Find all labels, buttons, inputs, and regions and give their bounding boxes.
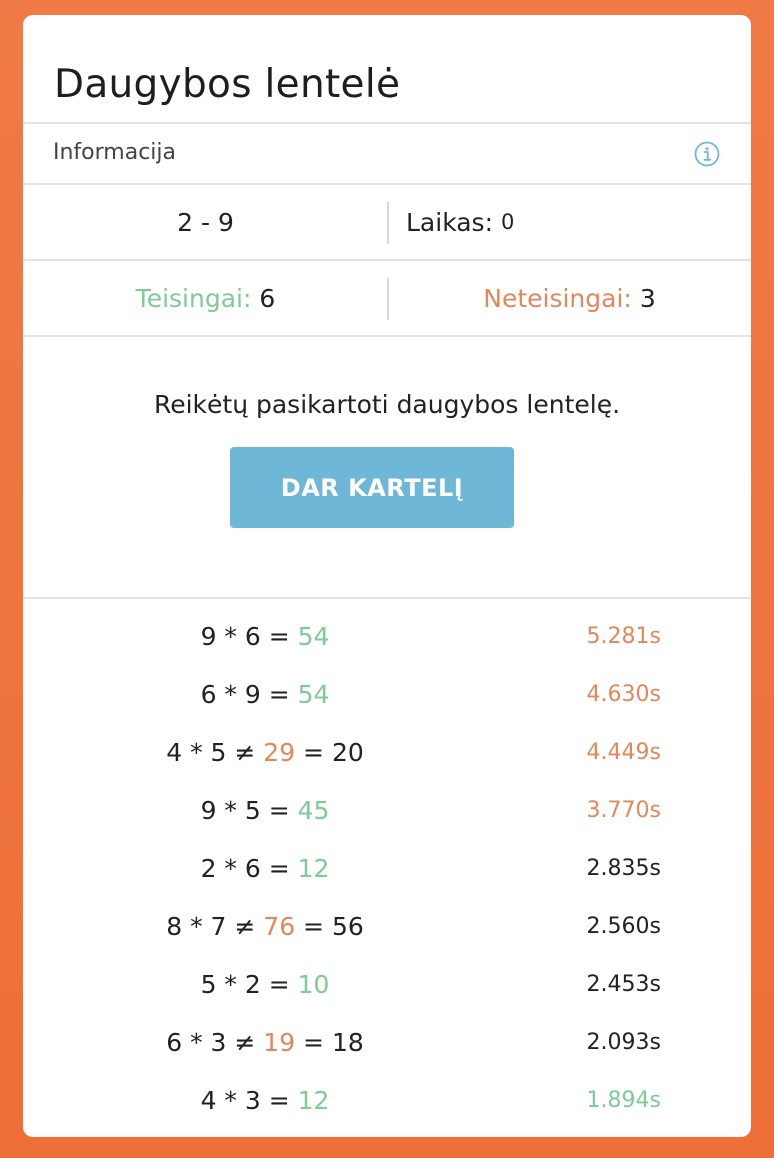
wrong-cell (388, 261, 751, 335)
divider (23, 335, 751, 337)
answer-time: 2.093s (586, 1029, 661, 1055)
wrong-label: Neteisingai: (483, 283, 632, 313)
answer-time: 4.449s (586, 739, 661, 765)
answer-time: 2.453s (586, 971, 661, 997)
equals-sign: = (260, 679, 298, 709)
answer-wrong: 29 (263, 737, 296, 767)
answer-time: 4.630s (586, 681, 661, 707)
range-value: 2 - 9 (177, 207, 234, 237)
result-row (23, 1013, 751, 1071)
answer-correct: 10 (297, 969, 330, 999)
result-expression (23, 955, 507, 1013)
result-row (23, 723, 751, 781)
question-text: 2 * 6 (200, 853, 261, 883)
result-expression (23, 781, 507, 839)
question-text: 4 * 3 (200, 1085, 261, 1115)
time-value: 0 (501, 210, 515, 234)
result-row (23, 839, 751, 897)
equals-sign: = (295, 911, 332, 941)
correct-count: 6 (259, 283, 276, 313)
equals-sign: = (295, 1027, 332, 1057)
result-message: Reikėtų pasikartoti daugybos lentelę. (153, 390, 621, 419)
score-row (23, 261, 751, 335)
answer-time: 1.894s (586, 1087, 661, 1113)
question-text: 8 * 7 (166, 911, 227, 941)
equals-sign: = (295, 737, 332, 767)
result-row (23, 781, 751, 839)
equals-sign: = (260, 969, 298, 999)
result-row (23, 955, 751, 1013)
question-text: 6 * 3 (166, 1027, 227, 1057)
result-row (23, 897, 751, 955)
not-equal-sign: ≠ (226, 911, 264, 941)
result-expression (23, 665, 507, 723)
answer-time: 3.770s (586, 797, 661, 823)
retry-button[interactable]: DAR KARTELĮ (230, 447, 514, 528)
result-row (23, 1071, 751, 1129)
info-label: Informacija (53, 140, 177, 165)
result-expression (23, 1013, 507, 1071)
result-expression (23, 839, 507, 897)
not-equal-sign: ≠ (226, 737, 264, 767)
answer-expected: 18 (331, 1027, 364, 1057)
answer-wrong: 19 (263, 1027, 296, 1057)
info-icon[interactable] (694, 141, 720, 167)
result-expression (23, 723, 507, 781)
question-text: 9 * 6 (200, 621, 261, 651)
result-expression (23, 897, 507, 955)
multiplication-card (23, 15, 751, 1137)
time-cell (388, 185, 751, 259)
answer-wrong: 76 (263, 911, 296, 941)
result-row (23, 665, 751, 723)
equals-sign: = (260, 853, 298, 883)
wrong-count: 3 (639, 283, 656, 313)
correct-label: Teisingai: (135, 283, 252, 313)
range-time-row (23, 185, 751, 259)
divider (23, 122, 751, 124)
correct-cell (23, 261, 388, 335)
answer-expected: 56 (331, 911, 364, 941)
question-text: 5 * 2 (200, 969, 261, 999)
answer-time: 2.560s (586, 913, 661, 939)
not-equal-sign: ≠ (226, 1027, 264, 1057)
equals-sign: = (260, 795, 298, 825)
answer-time: 5.281s (586, 623, 661, 649)
result-expression (23, 607, 507, 665)
answer-correct: 54 (297, 679, 330, 709)
equals-sign: = (260, 1085, 298, 1115)
divider (23, 597, 751, 599)
question-text: 4 * 5 (166, 737, 227, 767)
answer-correct: 45 (297, 795, 330, 825)
answer-expected: 20 (331, 737, 364, 767)
result-row (23, 607, 751, 665)
question-text: 9 * 5 (200, 795, 261, 825)
page-title: Daugybos lentelė (54, 62, 401, 107)
result-expression (23, 1071, 507, 1129)
time-label: Laikas: (406, 207, 493, 237)
question-text: 6 * 9 (200, 679, 261, 709)
equals-sign: = (260, 621, 298, 651)
answer-time: 2.835s (586, 855, 661, 881)
answer-correct: 54 (297, 621, 330, 651)
answer-correct: 12 (297, 853, 330, 883)
answer-correct: 12 (297, 1085, 330, 1115)
